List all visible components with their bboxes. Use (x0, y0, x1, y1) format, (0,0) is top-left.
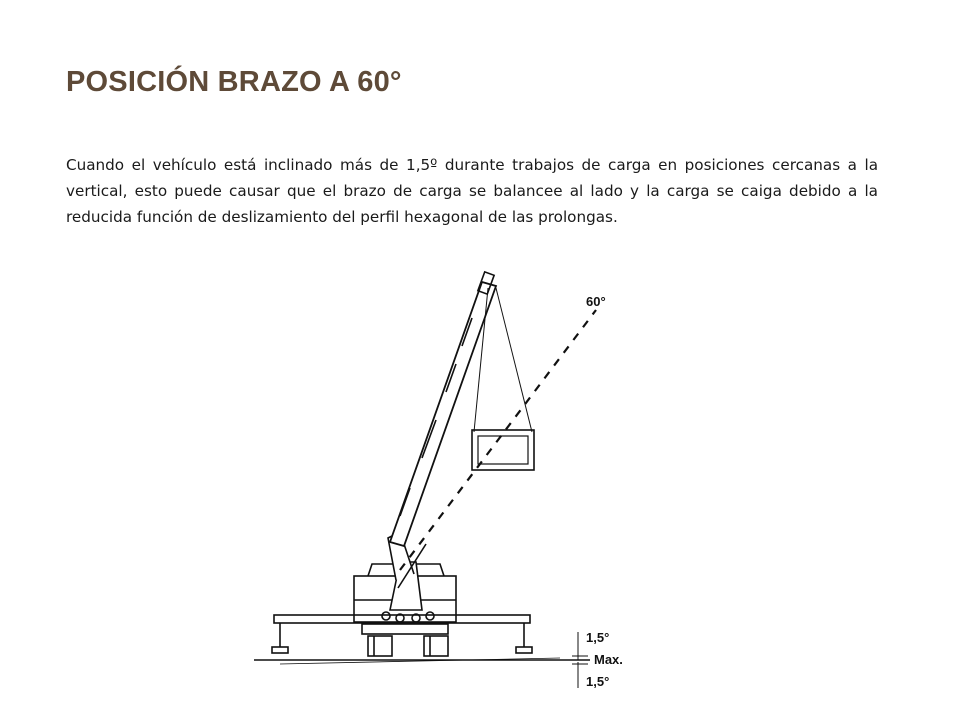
wheel (424, 636, 448, 656)
crane-diagram (250, 262, 660, 702)
tilt-bottom-label: 1,5° (586, 674, 610, 689)
wheel (368, 636, 392, 656)
tilt-top-label: 1,5° (586, 630, 610, 645)
tilt-max-label: Max. (594, 652, 623, 667)
hoist-cable-right (496, 288, 532, 432)
description-paragraph: Cuando el vehículo está inclinado más de 1,5º durante trabajos de carga en posiciones cercanas a la vertical, esto puede causar que el brazo de carga se balancee al lado y la carga se caiga debido a la reducida función de deslizamiento del perfil hexagonal de las prolongas. (66, 156, 878, 226)
slide-title: POSICIÓN BRAZO A 60° (66, 66, 402, 98)
angle-label: 60° (586, 294, 606, 309)
crane-boom (390, 282, 496, 546)
